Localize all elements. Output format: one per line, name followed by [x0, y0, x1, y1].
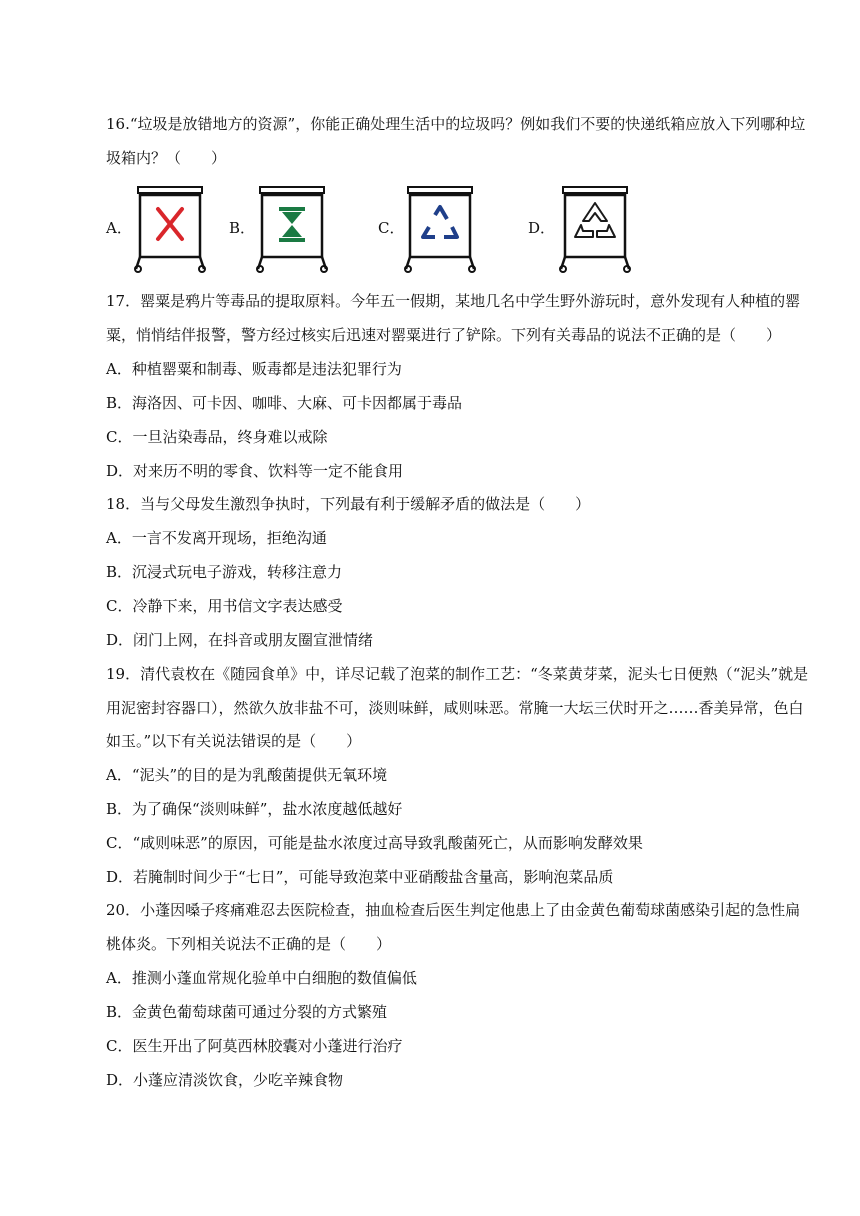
kitchen-bin-icon: [254, 185, 330, 273]
question-20-line-2: 桃体炎。下列相关说法不正确的是（ ）: [106, 935, 392, 953]
hazardous-cross-icon: [158, 209, 182, 239]
question-18-option-b: B．沉浸式玩电子游戏，转移注意力: [106, 563, 343, 581]
question-19-line-3: 如玉。”以下有关说法错误的是（ ）: [106, 732, 362, 750]
question-20-option-b: B．金黄色葡萄球菌可通过分裂的方式繁殖: [106, 1003, 388, 1021]
question-19-option-b: B．为了确保“淡则味鲜”，盐水浓度越低越好: [106, 800, 403, 818]
question-17-option-d: D．对来历不明的零食、饮料等一定不能食用: [106, 462, 404, 480]
option-d-label: D．: [528, 219, 556, 237]
recycle-icon: [423, 207, 457, 237]
question-17-line-2: 粟，悄悄结伴报警，警方经过核实后迅速对罂粟进行了铲除。下列有关毒品的说法不正确的是（ ）: [106, 326, 782, 344]
question-19-option-d: D．若腌制时间少于“七日”，可能导致泡菜中亚硝酸盐含量高，影响泡菜品质: [106, 868, 614, 886]
hazardous-bin-icon: [132, 185, 208, 273]
option-a-label: A．: [106, 219, 132, 237]
question-16-line-2: 圾箱内？（ ）: [106, 149, 227, 167]
question-20-option-a: A．推测小蓬血常规化验单中白细胞的数值偏低: [106, 969, 417, 987]
question-20-line-1: 20．小蓬因嗓子疼痛难忍去医院检查，抽血检查后医生判定他患上了由金黄色葡萄球菌感染引起的急性扁: [106, 901, 801, 919]
question-20-option-d: D．小蓬应清淡饮食，少吃辛辣食物: [106, 1071, 344, 1089]
question-17-option-b: B．海洛因、可卡因、咖啡、大麻、可卡因都属于毒品: [106, 394, 463, 412]
option-b-label: B．: [229, 219, 256, 237]
question-17-option-c: C．一旦沾染毒品，终身难以戒除: [106, 428, 328, 446]
other-waste-icon: [575, 203, 615, 237]
question-19-line-2: 用泥密封容器口），然欲久放非盐不可，淡则味鲜，咸则味恶。常腌一大坛三伏时开之……香美异常，色白: [106, 699, 804, 717]
question-16-line-1: 16.“垃圾是放错地方的资源”，你能正确处理生活中的垃圾吗？例如我们不要的快递纸箱应放入下列哪种垃: [106, 115, 806, 133]
kitchen-hourglass-icon: [279, 207, 305, 242]
option-c-label: C．: [378, 219, 405, 237]
question-20-option-c: C．医生开出了阿莫西林胶囊对小蓬进行治疗: [106, 1037, 403, 1055]
question-18-option-c: C．冷静下来，用书信文字表达感受: [106, 597, 343, 615]
other-waste-bin-icon: [557, 185, 633, 273]
question-18-line-1: 18．当与父母发生激烈争执时，下列最有利于缓解矛盾的做法是（ ）: [106, 495, 591, 513]
question-19-option-c: C．“咸则味恶”的原因，可能是盐水浓度过高导致乳酸菌死亡，从而影响发酵效果: [106, 834, 643, 852]
question-17-line-1: 17．罂粟是鸦片等毒品的提取原料。今年五一假期，某地几名中学生野外游玩时，意外发现有人种植的罂: [106, 292, 801, 310]
question-17-option-a: A．种植罂粟和制毒、贩毒都是违法犯罪行为: [106, 360, 402, 378]
recyclable-bin-icon: [402, 185, 478, 273]
question-19-line-1: 19．清代袁枚在《随园食单》中，详尽记载了泡菜的制作工艺：“冬菜黄芽菜，泥头七日便熟（“泥头”就是: [106, 665, 809, 683]
question-19-option-a: A．“泥头”的目的是为乳酸菌提供无氧环境: [106, 766, 388, 784]
question-18-option-a: A．一言不发离开现场，拒绝沟通: [106, 529, 327, 547]
question-18-option-d: D．闭门上网，在抖音或朋友圈宣泄情绪: [106, 631, 374, 649]
